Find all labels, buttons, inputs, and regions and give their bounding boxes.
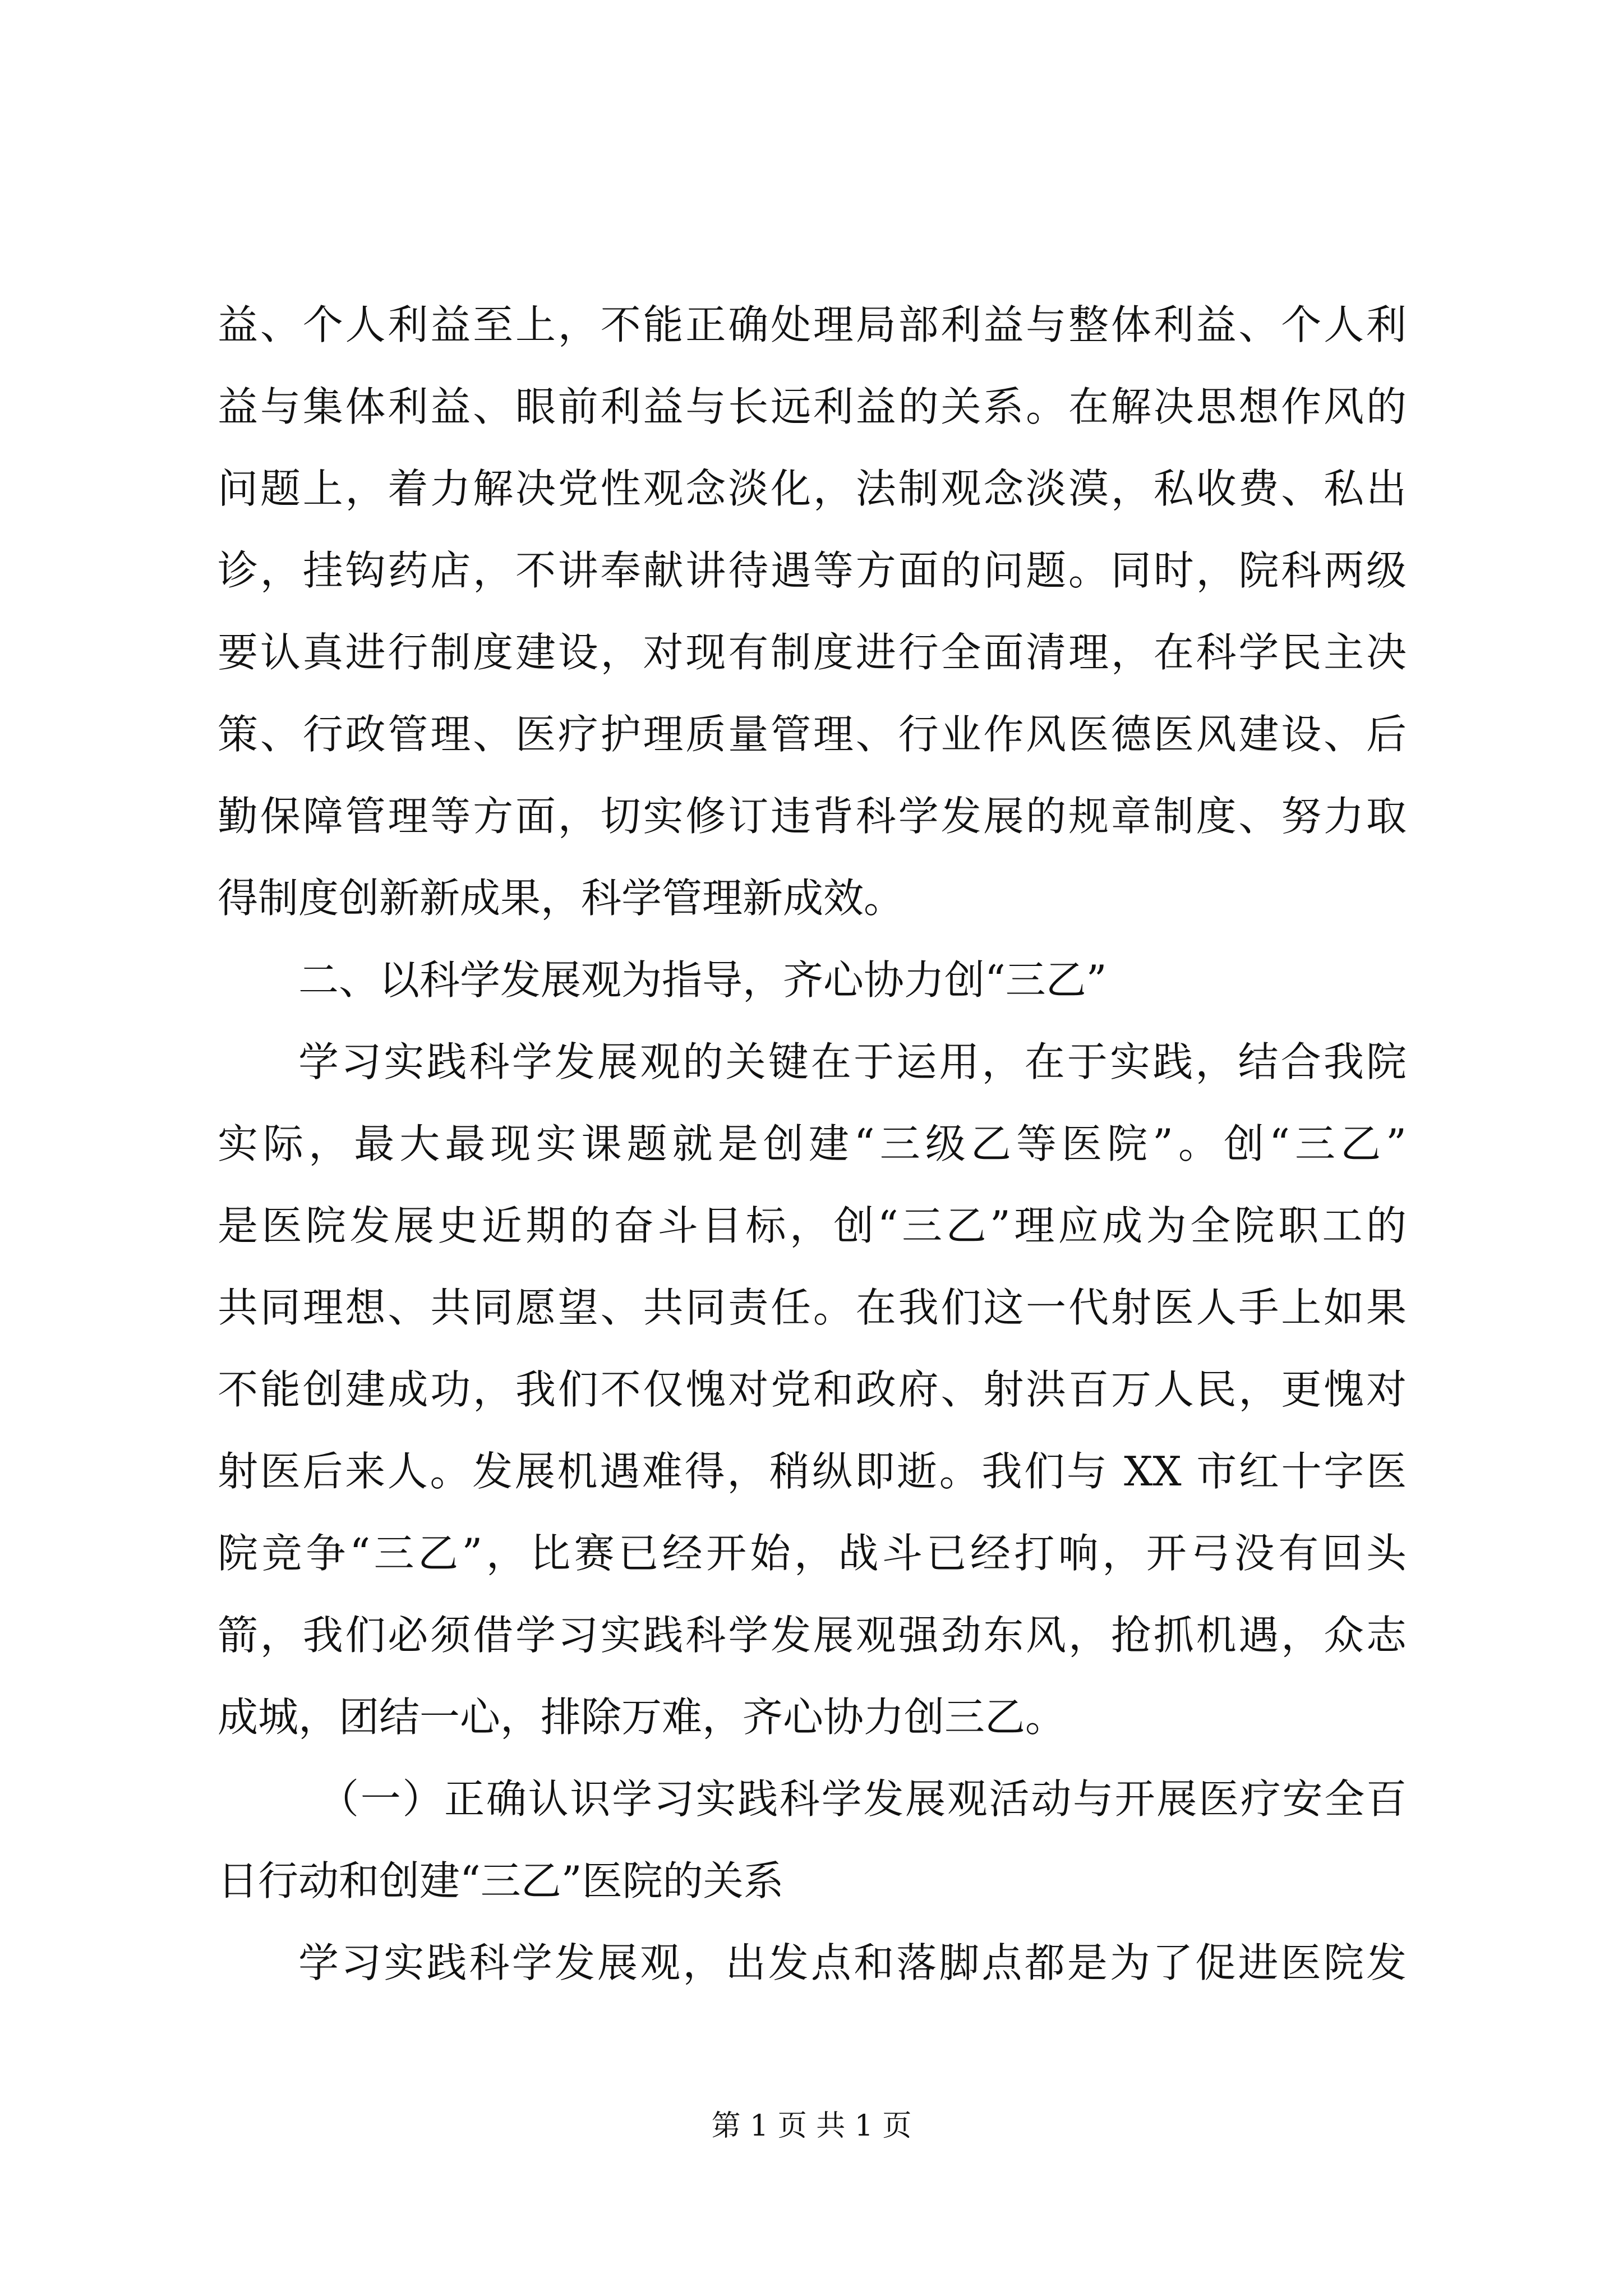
section-heading: 二、以科学发展观为指导，齐心协力创“三乙” [298, 956, 1107, 1004]
text-line: 共同理想、共同愿望、共同责任。在我们这一代射医人手上如果 [218, 1284, 1407, 1331]
subsection-heading: （一）正确认识学习实践科学发展观活动与开展医疗安全百 [319, 1775, 1407, 1823]
text-line: 成城，团结一心，排除万难，齐心协力创三乙。 [218, 1694, 1066, 1741]
page-footer: 第 1 页 共 1 页 [711, 2109, 912, 2143]
text-line: 是医院发展史近期的奋斗目标，创“三乙”理应成为全院职工的 [218, 1202, 1407, 1249]
text-line: 学习实践科学发展观，出发点和落脚点都是为了促进医院发 [298, 1939, 1407, 1986]
text-line: 院竞争“三乙”，比赛已经开始，战斗已经打响，开弓没有回头 [218, 1530, 1407, 1577]
subsection-heading-continued: 日行动和创建“三乙”医院的关系 [218, 1857, 784, 1904]
text-line: 学习实践科学发展观的关键在于运用，在于实践，结合我院 [298, 1038, 1407, 1085]
text-line: 箭，我们必须借学习实践科学发展观强劲东风，抢抓机遇，众志 [218, 1612, 1407, 1659]
text-line: 诊，挂钩药店，不讲奉献讲待遇等方面的问题。同时，院科两级 [218, 547, 1407, 594]
text-line: 益与集体利益、眼前利益与长远利益的关系。在解决思想作风的 [218, 383, 1407, 430]
text-line: 不能创建成功，我们不仅愧对党和政府、射洪百万人民，更愧对 [218, 1366, 1407, 1413]
text-line: 要认真进行制度建设，对现有制度进行全面清理，在科学民主决 [218, 629, 1407, 676]
document-body [218, 284, 1407, 2004]
text-line: 实际，最大最现实课题就是创建“三级乙等医院”。创“三乙” [218, 1120, 1407, 1167]
text-line: 勤保障管理等方面，切实修订违背科学发展的规章制度、努力取 [218, 793, 1407, 840]
text-line: 益、个人利益至上，不能正确处理局部利益与整体利益、个人利 [218, 301, 1407, 348]
text-line: 得制度创新新成果，科学管理新成效。 [218, 875, 905, 922]
text-line: 策、行政管理、医疗护理质量管理、行业作风医德医风建设、后 [218, 711, 1407, 758]
text-line: 射医后来人。发展机遇难得，稍纵即逝。我们与 XX 市红十字医 [218, 1448, 1407, 1495]
text-line: 问题上，着力解决党性观念淡化，法制观念淡漠，私收费、私出 [218, 465, 1407, 512]
